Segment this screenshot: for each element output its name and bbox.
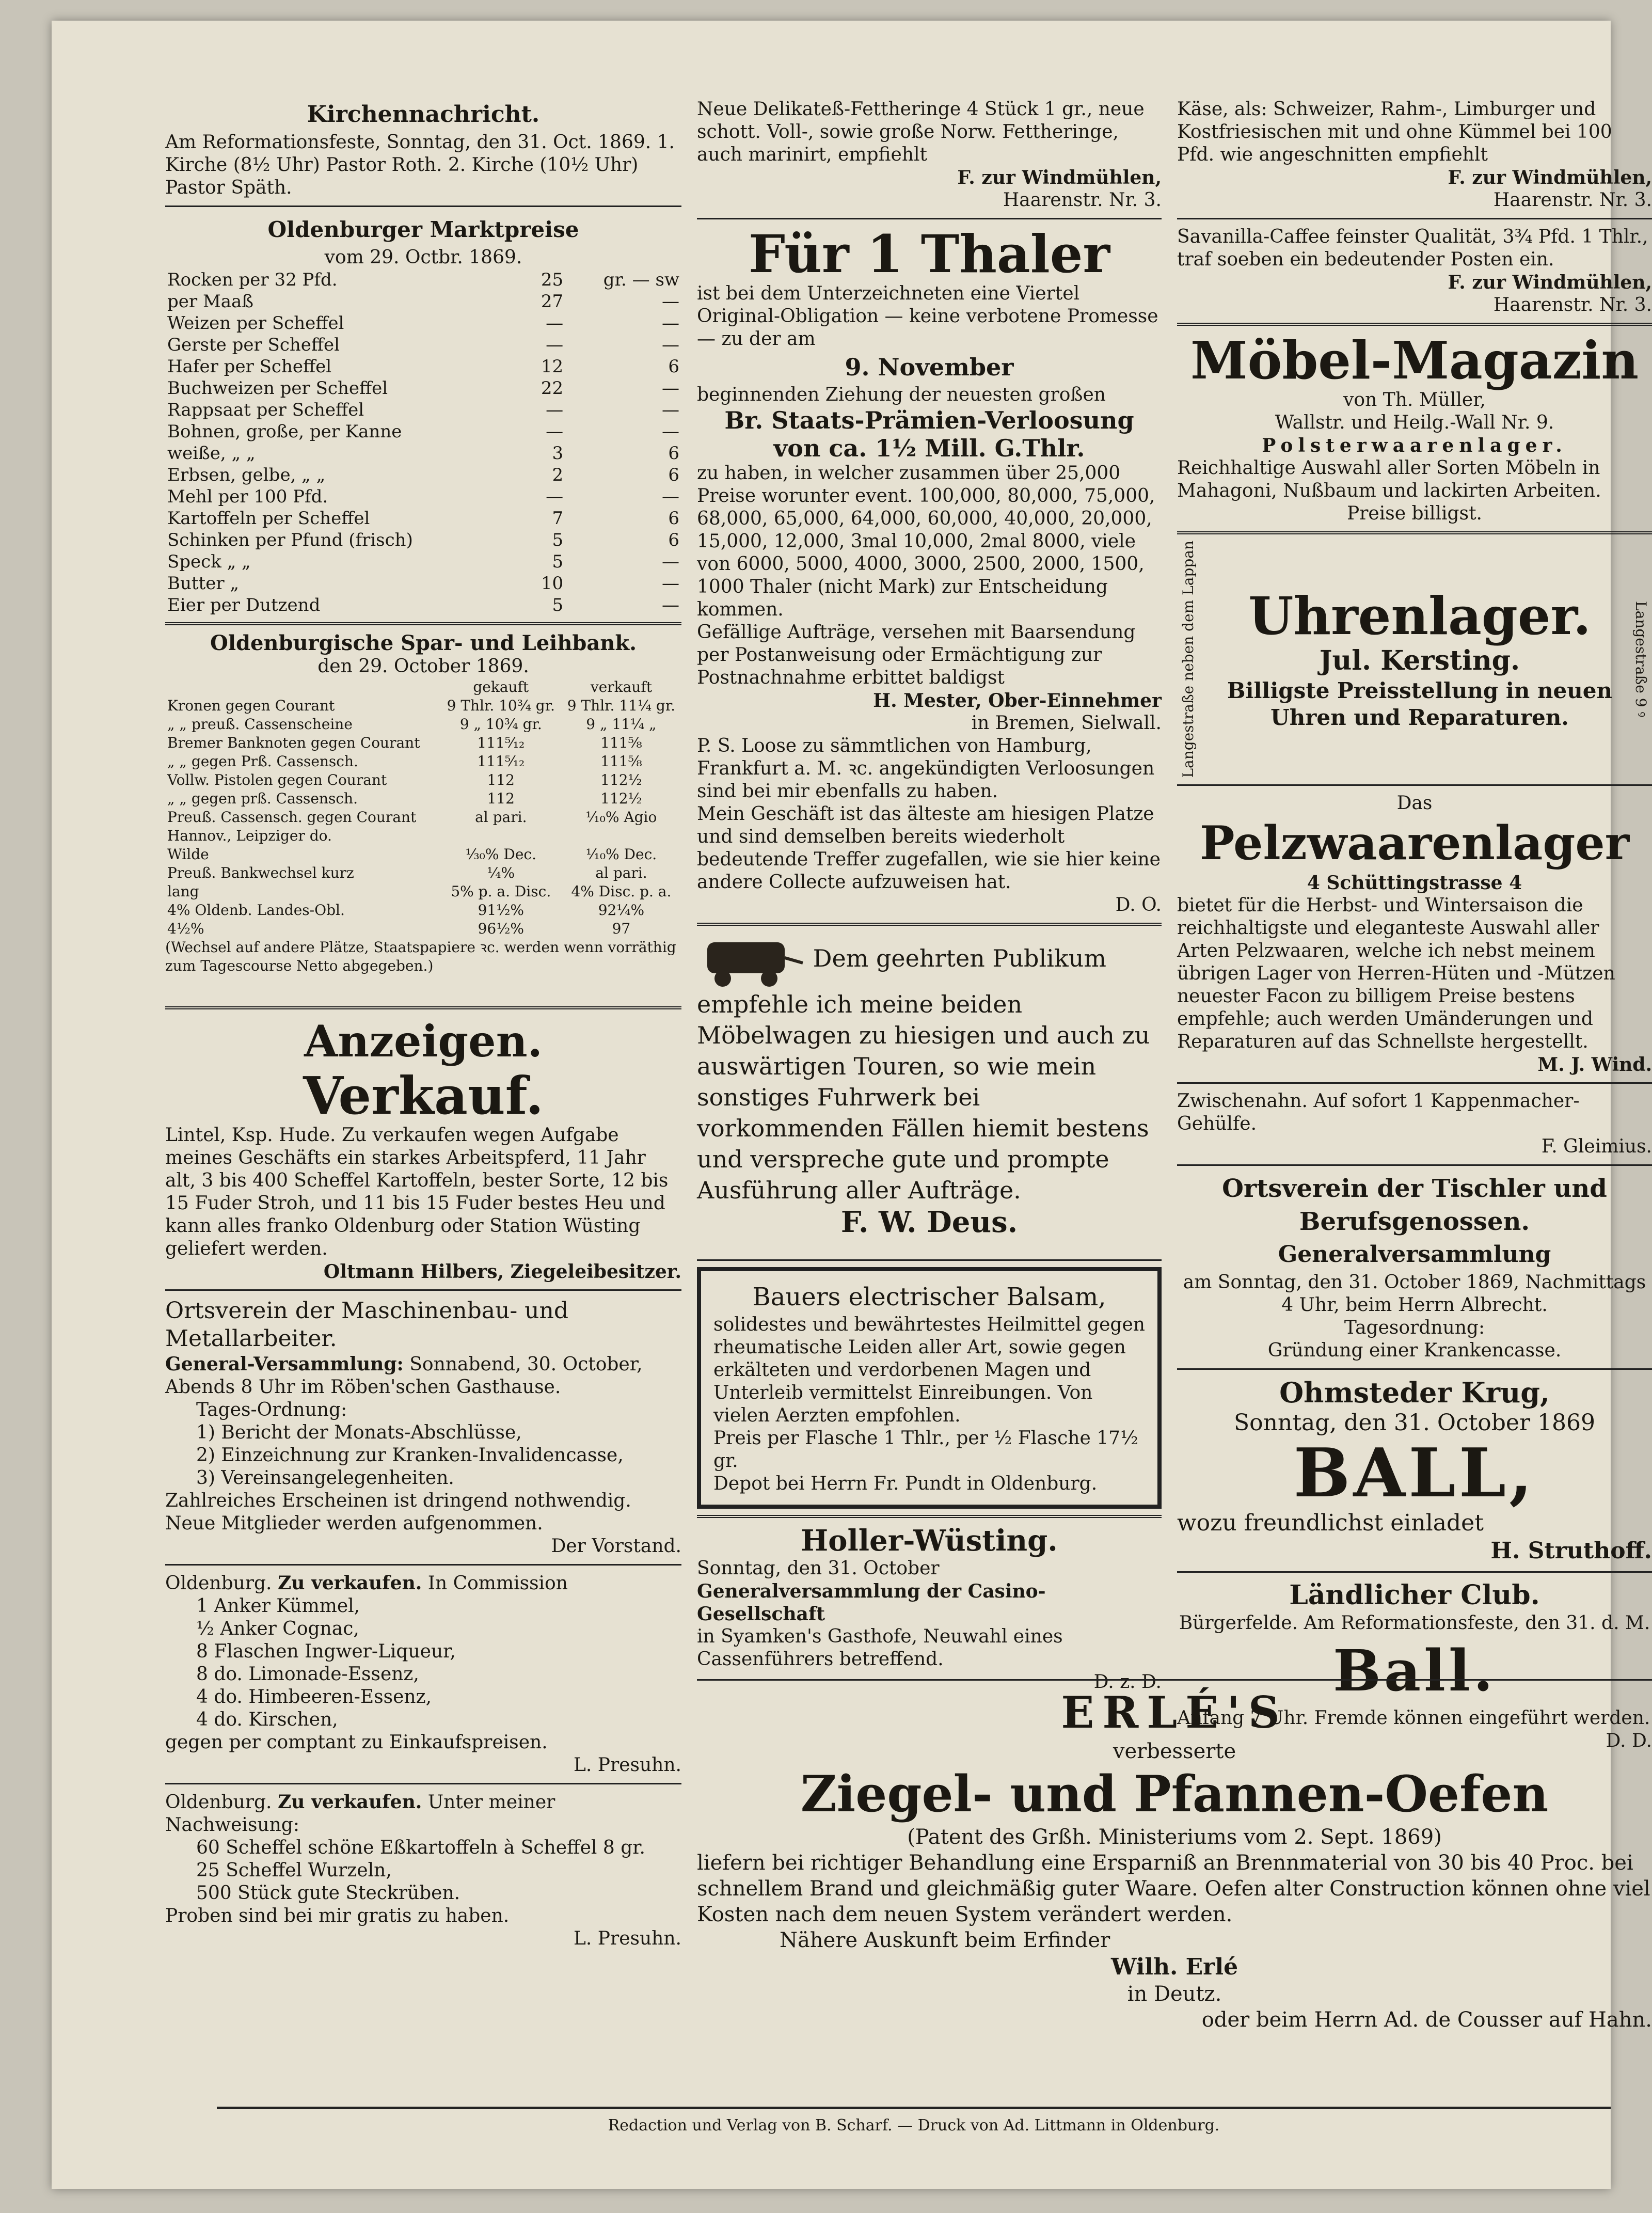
table-cell: 6 bbox=[668, 443, 679, 464]
table-cell: 3 bbox=[552, 443, 564, 464]
table-cell: — bbox=[546, 486, 564, 507]
table-row bbox=[165, 356, 681, 377]
column-right bbox=[1177, 98, 1652, 1752]
uhren-side-left: Langestraße neben dem Lappan bbox=[1180, 541, 1197, 778]
ortsverein1-agenda-label: Tages-Ordnung: bbox=[196, 1399, 347, 1420]
table-cell: 9 „ 10¾ gr. bbox=[459, 716, 542, 733]
ortsverein1-head: General-Versammlung: bbox=[165, 1353, 404, 1375]
table-cell: Erbsen, gelbe, „ „ bbox=[167, 465, 326, 485]
uhren-title: Uhrenlager. bbox=[1248, 585, 1591, 646]
table-cell bbox=[441, 827, 561, 845]
kirchen-text: Am Reformationsfeste, Sonntag, den 31. Oct. 1869. 1. Kirche (8½ Uhr) Pastor Roth. 2. Kirche (10½ Uhr) Pastor Späth. bbox=[165, 132, 675, 198]
thaler-p1: ist bei dem Unterzeichneten eine Viertel Original-Obligation — keine verbotene Promesse — zu der am bbox=[697, 283, 1158, 350]
tischler-title: Ortsverein der Tischler und Berufsgenossen. bbox=[1222, 1174, 1607, 1236]
laendlicher-sign: D. D. bbox=[1606, 1730, 1652, 1751]
table-cell: Vollw. Pistolen gegen Courant bbox=[167, 771, 387, 788]
table-cell: — bbox=[546, 313, 564, 334]
caffee-sign: F. zur Windmühlen, bbox=[1448, 272, 1652, 293]
table-row bbox=[165, 573, 681, 594]
table-cell: 9 Thlr. 10¾ gr. bbox=[447, 697, 555, 714]
ortsverein1-title: Ortsverein der Maschinenbau- und Metallarbeiter. bbox=[165, 1298, 569, 1352]
table-cell: — bbox=[662, 335, 679, 355]
table-row bbox=[165, 752, 681, 771]
list-item: 8 do. Limonade-Essenz, bbox=[196, 1664, 419, 1685]
kaese-sign: F. zur Windmühlen, bbox=[1448, 167, 1652, 188]
table-row bbox=[165, 808, 681, 827]
table-row bbox=[165, 594, 681, 616]
table-cell: ¼% bbox=[487, 864, 515, 881]
thaler-p2: beginnenden Ziehung der neuesten großen bbox=[697, 384, 1106, 405]
tischler-agenda: Gründung einer Krankencasse. bbox=[1267, 1339, 1562, 1361]
table-cell: 111⁵⁄₁₂ bbox=[477, 734, 525, 751]
erle-ad bbox=[697, 1673, 1652, 2033]
table-cell: 25 bbox=[541, 270, 564, 290]
bank-col-verkauft: verkauft bbox=[590, 678, 652, 695]
kaese-text: Käse, als: Schweizer, Rahm-, Limburger und Kostfriesischen mit und ohne Kümmel bei 100 Pfd. wie angeschnitten empfiehlt bbox=[1177, 99, 1612, 165]
table-row bbox=[165, 551, 681, 573]
holler-date: Sonntag, den 31. October bbox=[697, 1558, 940, 1579]
table-row bbox=[165, 697, 681, 715]
tischler-agenda-label: Tagesordnung: bbox=[1344, 1317, 1485, 1338]
zwischenahn-text: Zwischenahn. Auf sofort 1 Kappenmacher-Gehülfe. bbox=[1177, 1090, 1580, 1134]
list-item: 1 Anker Kümmel, bbox=[196, 1595, 360, 1617]
table-cell: 5 bbox=[552, 551, 564, 572]
erle-head: Ziegel- und Pfannen-Oefen bbox=[800, 1765, 1549, 1823]
deus-sign: F. W. Deus. bbox=[840, 1205, 1018, 1239]
table-cell: — bbox=[546, 335, 564, 355]
table-cell: 5 bbox=[552, 530, 564, 550]
kommission-sign: L. Presuhn. bbox=[573, 1754, 681, 1776]
zwischenahn-sign: F. Gleimius. bbox=[1541, 1135, 1652, 1157]
table-cell: 12 bbox=[541, 356, 564, 377]
holler-sign: D. z. D. bbox=[1093, 1671, 1162, 1693]
caffee-text: Savanilla-Caffee feinster Qualität, 3¾ Pfd. 1 Thlr., traf soeben ein bedeutender Posten ein. bbox=[1177, 226, 1648, 270]
table-cell: „ „ gegen prß. Cassensch. bbox=[167, 790, 358, 807]
table-row bbox=[165, 920, 681, 938]
lintel-sign: Oltmann Hilbers, Ziegeleibesitzer. bbox=[323, 1261, 681, 1283]
moebel-price: Preise billigst. bbox=[1346, 503, 1482, 524]
pelz-sign: M. J. Wind. bbox=[1537, 1053, 1652, 1076]
erle-alt: oder beim Herrn Ad. de Cousser auf Hahn. bbox=[1201, 2008, 1652, 2032]
bank-table bbox=[165, 678, 681, 938]
thaler-ps: P. S. Loose zu sämmtlichen von Hamburg, Frankfurt a. M. ꝛc. angekündigten Verloosungen sind bei mir ebenfalls zu haben. bbox=[697, 735, 1155, 802]
list-item: 4 do. Himbeeren-Essenz, bbox=[196, 1686, 432, 1708]
table-row bbox=[165, 442, 681, 464]
list-item: 1) Bericht der Monats-Abschlüsse, bbox=[196, 1422, 522, 1443]
table-cell: 6 bbox=[668, 530, 679, 550]
bank-title: Oldenburgische Spar- und Leihbank. bbox=[210, 631, 637, 655]
table-row bbox=[165, 508, 681, 529]
thaler-initials: D. O. bbox=[1115, 894, 1162, 915]
table-cell: Wilde bbox=[167, 846, 209, 863]
table-cell: — bbox=[662, 291, 679, 312]
table-cell: Speck „ „ bbox=[167, 551, 251, 572]
list-item: 8 Flaschen Ingwer-Liqueur, bbox=[196, 1641, 456, 1662]
ortsverein1-text: Sonnabend, 30. October, Abends 8 Uhr im Röben'schen Gasthause. bbox=[165, 1354, 643, 1398]
uhren-text: Billigste Preisstellung in neuen Uhren und Reparaturen. bbox=[1227, 677, 1612, 730]
balsam-price: Preis per Flasche 1 Thlr., per ½ Flasche 17½ gr. bbox=[713, 1428, 1138, 1472]
table-row bbox=[165, 269, 681, 291]
thaler-sign: H. Mester, Ober-Einnehmer bbox=[873, 690, 1162, 712]
ortsverein1-footer: Zahlreiches Erscheinen ist dringend nothwendig. Neue Mitglieder werden aufgenommen. bbox=[165, 1490, 631, 1534]
table-row bbox=[165, 486, 681, 508]
table-cell: Preuß. Bankwechsel kurz bbox=[167, 864, 354, 881]
table-cell: 112½ bbox=[600, 790, 642, 807]
erle-sub: verbesserte bbox=[1113, 1740, 1236, 1763]
table-cell: 112½ bbox=[600, 771, 642, 788]
kirchen-title: Kirchennachricht. bbox=[307, 101, 540, 128]
table-row bbox=[165, 827, 681, 845]
table-cell: weiße, „ „ bbox=[167, 443, 256, 464]
erle-patent: (Patent des Grßh. Ministeriums vom 2. Sept. 1869) bbox=[907, 1825, 1442, 1849]
table-cell: 6 bbox=[668, 508, 679, 529]
tischler-text: am Sonntag, den 31. October 1869, Nachmittags 4 Uhr, beim Herrn Albrecht. bbox=[1183, 1271, 1646, 1316]
kommission-head: Zu verkaufen. bbox=[277, 1572, 422, 1594]
list-item: 4 do. Kirschen, bbox=[196, 1709, 338, 1730]
table-cell: — bbox=[662, 378, 679, 399]
table-cell: 4½% bbox=[167, 920, 204, 937]
list-item: ½ Anker Cognac, bbox=[196, 1618, 359, 1639]
holler-title: Holler-Wüsting. bbox=[801, 1524, 1058, 1558]
nachweisung-intro: Unter meiner Nachweisung: bbox=[165, 1792, 555, 1836]
bank-note: (Wechsel auf andere Plätze, Staatspapiere ꝛc. werden wenn vorräthig zum Tagescourse Netto abgegeben.) bbox=[165, 939, 676, 974]
pelz-pre: Das bbox=[1396, 792, 1433, 814]
table-cell: gr. — sw bbox=[603, 270, 679, 290]
uhren-name: Jul. Kersting. bbox=[1319, 644, 1520, 676]
table-row bbox=[165, 464, 681, 486]
table-cell: ¹⁄₁₀% Agio bbox=[585, 809, 657, 826]
pelz-addr: 4 Schüttingstrasse 4 bbox=[1307, 872, 1522, 894]
table-cell: 112 bbox=[487, 790, 515, 807]
pelz-text: bietet für die Herbst- und Wintersaison die reichhaltigste und eleganteste Auswahl aller Arten Pelzwaaren, welche ich nebst meinem übrigen Lager von Herren-Hüten und -Mützen neuester Facon zu billigem Preise bestens empfehle; auch werden Umänderungen und Reparaturen auf das Schnellste hergestellt. bbox=[1177, 894, 1615, 1052]
table-cell: 4% Oldenb. Landes-Obl. bbox=[167, 902, 345, 919]
erle-info: Nähere Auskunft beim Erfinder bbox=[780, 1929, 1110, 1952]
table-row bbox=[165, 901, 681, 920]
lintel-text: Lintel, Ksp. Hude. Zu verkaufen wegen Aufgabe meines Geschäfts ein starkes Arbeitspferd, 11 Jahr alt, 3 bis 400 Scheffel Kartoffeln, bester Sorte, 12 bis 15 Fuder Stroh, und 11 bis 15 Fuder bestes Heu und kann alles franko Oldenburg oder Station Wüsting geliefert werden. bbox=[165, 1125, 669, 1259]
table-cell: al pari. bbox=[475, 809, 527, 826]
kaese-addr: Haarenstr. Nr. 3. bbox=[1493, 189, 1652, 211]
anzeigen-title: Anzeigen. bbox=[304, 1016, 543, 1067]
caffee-addr: Haarenstr. Nr. 3. bbox=[1493, 294, 1652, 315]
kommission-intro: In Commission bbox=[427, 1573, 568, 1594]
thaler-p3: zu haben, in welcher zusammen über 25,000 Preise worunter event. 100,000, 80,000, 75,000, 68,000, 65,000, 64,000, 60,000, 40,000, 20,000, 15,000, 12,000, 3mal 10,000, 2mal 8000, viele von 6000, 5000, 4000, 3000, 2500, 2000, 1500, 1000 Thaler (nicht Mark) zur Entscheidung kommen. bbox=[697, 463, 1155, 620]
table-cell: Bohnen, große, per Kanne bbox=[167, 421, 402, 442]
table-cell: Preuß. Cassensch. gegen Courant bbox=[167, 809, 417, 826]
table-cell: — bbox=[546, 421, 564, 442]
table-row bbox=[165, 421, 681, 442]
thaler-date: 9. November bbox=[845, 353, 1014, 381]
list-item: 60 Scheffel schöne Eßkartoffeln à Scheffel 8 gr. bbox=[196, 1837, 645, 1858]
moebel-title: Möbel-Magazin bbox=[1190, 330, 1639, 391]
table-cell: 22 bbox=[541, 378, 564, 399]
ohmsteder-text: wozu freundlichst einladet bbox=[1177, 1509, 1484, 1536]
table-row bbox=[165, 864, 681, 882]
table-cell: — bbox=[662, 400, 679, 420]
table-cell: Rappsaat per Scheffel bbox=[167, 400, 364, 420]
thaler-p4: Gefällige Aufträge, versehen mit Baarsendung per Postanweisung oder Ermächtigung zur Postnachnahme erbittet baldigst bbox=[697, 622, 1136, 688]
table-cell: 111⁵⁄₁₂ bbox=[477, 753, 525, 770]
markt-title: Oldenburger Marktpreise bbox=[267, 217, 579, 242]
table-cell: — bbox=[546, 400, 564, 420]
erle-place: in Deutz. bbox=[1127, 1982, 1222, 2006]
table-cell: al pari. bbox=[595, 864, 647, 881]
table-cell: per Maaß bbox=[167, 291, 254, 312]
ohmsteder-title: Ohmsteder Krug, bbox=[1279, 1376, 1550, 1409]
table-cell: Schinken per Pfund (frisch) bbox=[167, 530, 413, 550]
laendlicher-title: Ländlicher Club. bbox=[1289, 1579, 1540, 1611]
table-cell: ¹⁄₃₀% Dec. bbox=[465, 846, 537, 863]
balsam-text: solidestes und bewährtestes Heilmittel gegen rheumatische Leiden aller Art, sowie gegen erkälteten und verdorbenen Magen und Unterleib vermittelst Einreibungen. Von vielen Aerzten empfohlen. bbox=[713, 1314, 1145, 1426]
ohmsteder-date: Sonntag, den 31. October 1869 bbox=[1234, 1409, 1595, 1436]
list-item: 3) Vereinsangelegenheiten. bbox=[196, 1467, 454, 1489]
bank-col-gekauft: gekauft bbox=[473, 678, 529, 695]
table-cell: — bbox=[662, 313, 679, 334]
verkauf-title: Verkauf. bbox=[303, 1065, 544, 1126]
table-cell: Hannov., Leipziger do. bbox=[167, 827, 332, 844]
laendlicher-text: Bürgerfelde. Am Reformationsfeste, den 31. d. M. bbox=[1179, 1612, 1650, 1634]
table-cell: 97 bbox=[612, 920, 631, 937]
table-row bbox=[165, 377, 681, 399]
delikatess-text: Neue Delikateß-Fettheringe 4 Stück 1 gr., neue schott. Voll-, sowie große Norw. Fettheringe, auch marinirt, empfiehlt bbox=[697, 99, 1145, 165]
ohmsteder-sign: H. Struthoff. bbox=[1490, 1537, 1652, 1564]
table-cell: 10 bbox=[541, 573, 564, 594]
table-cell: Gerste per Scheffel bbox=[167, 335, 340, 355]
tischler-head: Generalversammlung bbox=[1278, 1241, 1551, 1268]
table-cell: — bbox=[662, 573, 679, 594]
moebel-text: Reichhaltige Auswahl aller Sorten Möbeln in Mahagoni, Nußbaum und lackirten Arbeiten. bbox=[1177, 457, 1601, 501]
thaler-p5: Mein Geschäft ist das älteste am hiesigen Platze und sind demselben bereits wiederholt bedeutende Treffer zugefallen, wie sie hier keine andere Collecte aufzuweisen hat. bbox=[697, 803, 1161, 893]
list-item: 25 Scheffel Wurzeln, bbox=[196, 1860, 392, 1881]
thaler-title: Für 1 Thaler bbox=[748, 224, 1110, 284]
table-cell: 5% p. a. Disc. bbox=[451, 883, 551, 900]
balsam-depot: Depot bei Herrn Fr. Pundt in Oldenburg. bbox=[713, 1473, 1098, 1494]
laendlicher-ball: Ball. bbox=[1332, 1637, 1497, 1704]
uhren-block bbox=[1177, 541, 1652, 778]
table-cell: Kronen gegen Courant bbox=[167, 697, 335, 714]
table-cell: ¹⁄₁₀% Dec. bbox=[585, 846, 657, 863]
table-cell: 6 bbox=[668, 465, 679, 485]
thaler-sign2: in Bremen, Sielwall. bbox=[971, 713, 1162, 734]
balsam-title: Bauers electrischer Balsam, bbox=[752, 1283, 1106, 1311]
table-cell bbox=[561, 827, 681, 845]
table-cell: Hafer per Scheffel bbox=[167, 356, 332, 377]
table-row bbox=[165, 734, 681, 752]
table-cell: 9 Thlr. 11¼ gr. bbox=[567, 697, 676, 714]
column-middle bbox=[697, 98, 1162, 1694]
table-cell: 92¼% bbox=[598, 902, 645, 919]
table-row bbox=[165, 845, 681, 864]
column-left bbox=[165, 98, 681, 1950]
table-cell: Weizen per Scheffel bbox=[167, 313, 344, 334]
table-cell: 96½% bbox=[478, 920, 524, 937]
holler-head: Generalversammlung der Casino-Gesellschaft bbox=[697, 1580, 1046, 1625]
thaler-head: Br. Staats-Prämien-Verloosung von ca. 1½ Mill. G.Thlr. bbox=[724, 406, 1134, 462]
table-cell: — bbox=[662, 595, 679, 615]
table-row bbox=[165, 789, 681, 808]
deus-text: Dem geehrten Publikum empfehle ich meine beiden Möbelwagen zu hiesigen und auch zu auswärtigen Touren, so wie mein sonstiges Fuhrwerk bei vorkommenden Fällen hiemit bestens und verspreche gute und prompte Ausführung aller Aufträge. bbox=[697, 944, 1150, 1204]
nachweisung-place: Oldenburg. bbox=[165, 1792, 272, 1813]
moebel-addr: Wallstr. und Heilg.-Wall Nr. 9. bbox=[1275, 412, 1554, 433]
laendlicher-text2: Anfang 7 Uhr. Fremde können eingeführt werden. bbox=[1177, 1707, 1650, 1729]
kommission-place: Oldenburg. bbox=[165, 1573, 272, 1594]
erle-title: ERLÉ'S bbox=[1061, 1687, 1288, 1738]
table-cell: 91½% bbox=[478, 902, 524, 919]
table-cell: 112 bbox=[487, 771, 515, 788]
imprint-footer: Redaction und Verlag von B. Scharf. — Druck von Ad. Littmann in Oldenburg. bbox=[217, 2107, 1611, 2135]
table-cell: Butter „ bbox=[167, 573, 240, 594]
balsam-box bbox=[697, 1267, 1162, 1509]
erle-name: Wilh. Erlé bbox=[1110, 1954, 1238, 1980]
table-cell: 4% Disc. p. a. bbox=[571, 883, 672, 900]
table-row bbox=[165, 312, 681, 334]
table-cell: 2 bbox=[552, 465, 564, 485]
table-row bbox=[165, 529, 681, 551]
table-cell: Kartoffeln per Scheffel bbox=[167, 508, 370, 529]
table-cell: 9 „ 11¼ „ bbox=[586, 716, 657, 733]
table-row bbox=[165, 715, 681, 734]
table-cell: 111⁵⁄₈ bbox=[600, 753, 642, 770]
list-item: 500 Stück gute Steckrüben. bbox=[196, 1883, 460, 1904]
pelz-title: Pelzwaarenlager bbox=[1199, 815, 1630, 871]
nachweisung-footer: Proben sind bei mir gratis zu haben. bbox=[165, 1905, 510, 1926]
table-cell: 27 bbox=[541, 291, 564, 312]
nachweisung-head: Zu verkaufen. bbox=[277, 1791, 422, 1813]
table-row bbox=[165, 291, 681, 312]
table-row bbox=[165, 771, 681, 789]
delikatess-addr: Haarenstr. Nr. 3. bbox=[1003, 189, 1162, 211]
table-cell: Mehl per 100 Pfd. bbox=[167, 486, 328, 507]
nachweisung-sign: L. Presuhn. bbox=[573, 1928, 681, 1949]
markt-table bbox=[165, 269, 681, 616]
table-cell: 6 bbox=[668, 356, 679, 377]
table-row bbox=[165, 882, 681, 901]
newspaper-page bbox=[52, 21, 1652, 2189]
table-cell: „ „ gegen Prß. Cassensch. bbox=[167, 753, 358, 770]
markt-date: vom 29. Octbr. 1869. bbox=[324, 247, 522, 268]
erle-text: liefern bei richtiger Behandlung eine Ersparniß an Brennmaterial von 30 bis 40 Proc. bei schnellem Brand und gleichmäßig guter Waare. Oefen alter Construction können ohne viel Kosten nach dem neuen System verändert werden. bbox=[697, 1851, 1650, 1926]
table-cell: Buchweizen per Scheffel bbox=[167, 378, 388, 399]
uhren-side-right: Langestraße 9 ꝰ bbox=[1632, 601, 1649, 718]
delikatess-sign: F. zur Windmühlen, bbox=[957, 167, 1162, 188]
table-cell: 5 bbox=[552, 595, 564, 615]
table-row bbox=[165, 399, 681, 421]
table-cell: Bremer Banknoten gegen Courant bbox=[167, 734, 420, 751]
wagon-icon bbox=[697, 932, 805, 989]
table-cell: Eier per Dutzend bbox=[167, 595, 321, 615]
table-cell: lang bbox=[167, 883, 199, 900]
bank-date: den 29. October 1869. bbox=[317, 656, 529, 677]
ohmsteder-ball: BALL, bbox=[1293, 1433, 1536, 1512]
moebel-owner: von Th. Müller, bbox=[1343, 389, 1486, 410]
table-cell: „ „ preuß. Cassenscheine bbox=[167, 716, 353, 733]
list-item: 2) Einzeichnung zur Kranken-Invalidencasse, bbox=[196, 1445, 624, 1466]
table-cell: Rocken per 32 Pfd. bbox=[167, 270, 338, 290]
table-row bbox=[165, 334, 681, 356]
ortsverein1-sign: Der Vorstand. bbox=[551, 1536, 681, 1557]
holler-text: in Syamken's Gasthofe, Neuwahl eines Cassenführers betreffend. bbox=[697, 1626, 1063, 1670]
table-cell: — bbox=[662, 551, 679, 572]
kommission-footer: gegen per comptant zu Einkaufspreisen. bbox=[165, 1732, 548, 1753]
moebel-head: Polsterwaarenlager. bbox=[1262, 435, 1567, 456]
table-cell: 111⁵⁄₈ bbox=[600, 734, 642, 751]
table-cell: — bbox=[662, 486, 679, 507]
table-cell: 7 bbox=[552, 508, 564, 529]
table-cell: — bbox=[662, 421, 679, 442]
